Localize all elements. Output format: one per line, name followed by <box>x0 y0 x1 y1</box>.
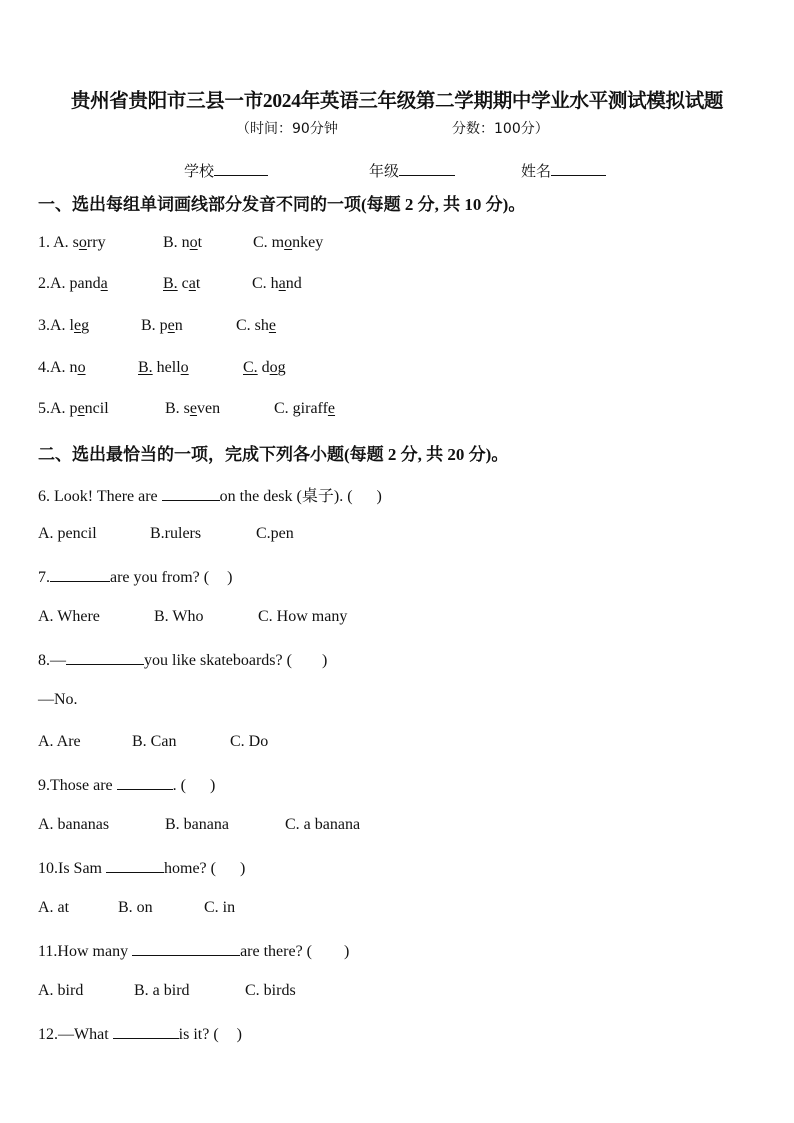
question-9: 9.Those are . ( ) <box>38 777 216 794</box>
question-11-option-a[interactable]: A. bird <box>38 982 84 999</box>
question-8-option-a[interactable]: A. Are <box>38 733 81 750</box>
question-5-option-c: C. giraffe <box>274 400 336 417</box>
question-3-option-b: B. pen <box>141 317 183 334</box>
exam-score: 分数：100分） <box>452 121 549 137</box>
question-6-option-c[interactable]: C.pen <box>256 525 294 542</box>
question-8-option-c[interactable]: C. Do <box>230 733 269 750</box>
question-5-option-b: B. seven <box>165 400 221 417</box>
name-field[interactable] <box>521 160 606 181</box>
question-1-option-c: C. monkey <box>253 234 324 251</box>
question-1-option-b: B. not <box>163 234 203 251</box>
question-11-option-c[interactable]: C. birds <box>245 982 296 999</box>
question-4-option-a: 4.A. no <box>38 359 86 376</box>
question-8-answer: —No. <box>38 691 78 708</box>
question-7-blank[interactable] <box>50 567 110 582</box>
question-6-option-a[interactable]: A. pencil <box>38 525 97 542</box>
question-8: 8.— you like skateboards? ( ) <box>38 652 328 669</box>
school-blank[interactable] <box>214 161 268 176</box>
name-label: 姓名 <box>521 164 552 180</box>
grade-blank[interactable] <box>399 161 455 176</box>
question-7-option-b[interactable]: B. Who <box>154 608 204 625</box>
question-2-option-a: 2.A. panda <box>38 275 108 292</box>
question-12-blank[interactable] <box>113 1024 179 1039</box>
question-11: 11.How many are there? ( ) <box>38 943 350 960</box>
question-2-option-c: C. hand <box>252 275 302 292</box>
question-2-option-b: B. cat <box>163 275 201 292</box>
school-label: 学校 <box>184 164 215 180</box>
grade-label: 年级 <box>369 164 400 180</box>
question-9-option-b[interactable]: B. banana <box>165 816 229 833</box>
question-1-option-a: 1. A. sorry <box>38 234 106 251</box>
question-6: 6. Look! There are on the desk (桌子). ( ) <box>38 488 382 505</box>
question-6-option-b[interactable]: B.rulers <box>150 525 202 542</box>
question-7: 7. are you from? ( ) <box>38 569 233 586</box>
question-3-option-c: C. she <box>236 317 277 334</box>
grade-field[interactable] <box>369 160 455 181</box>
question-8-option-b[interactable]: B. Can <box>132 733 177 750</box>
question-10-blank[interactable] <box>106 858 164 873</box>
exam-title: 贵州省贵阳市三县一市2024年英语三年级第二学期期中学业水平测试模拟试题 <box>70 91 724 112</box>
question-3-option-a: 3.A. leg <box>38 317 90 334</box>
question-10-option-a[interactable]: A. at <box>38 899 70 916</box>
question-7-option-a[interactable]: A. Where <box>38 608 100 625</box>
question-10-option-b[interactable]: B. on <box>118 899 153 916</box>
question-11-blank[interactable] <box>132 941 240 956</box>
question-10-option-c[interactable]: C. in <box>204 899 236 916</box>
question-7-option-c[interactable]: C. How many <box>258 608 348 625</box>
question-9-option-c[interactable]: C. a banana <box>285 816 361 833</box>
question-4-option-c: C. dog <box>243 359 286 376</box>
question-8-blank[interactable] <box>66 650 144 665</box>
question-10: 10.Is Sam home? ( ) <box>38 860 246 877</box>
name-blank[interactable] <box>551 161 606 176</box>
section-2-heading: 二、选出最恰当的一项，完成下列各小题(每题 2 分, 共 20 分)。 <box>38 445 509 464</box>
question-9-blank[interactable] <box>117 775 173 790</box>
question-9-option-a[interactable]: A. bananas <box>38 816 110 833</box>
question-12: 12.—What is it? ( ) <box>38 1026 242 1043</box>
exam-time: （时间：90分钟 <box>236 121 338 137</box>
section-1-heading: 一、选出每组单词画线部分发音不同的一项(每题 2 分, 共 10 分)。 <box>38 195 526 214</box>
question-4-option-b: B. hello <box>138 359 189 376</box>
question-6-blank[interactable] <box>162 486 220 501</box>
school-field[interactable] <box>184 160 268 181</box>
question-5-option-a: 5.A. pencil <box>38 400 109 417</box>
question-11-option-b[interactable]: B. a bird <box>134 982 190 999</box>
